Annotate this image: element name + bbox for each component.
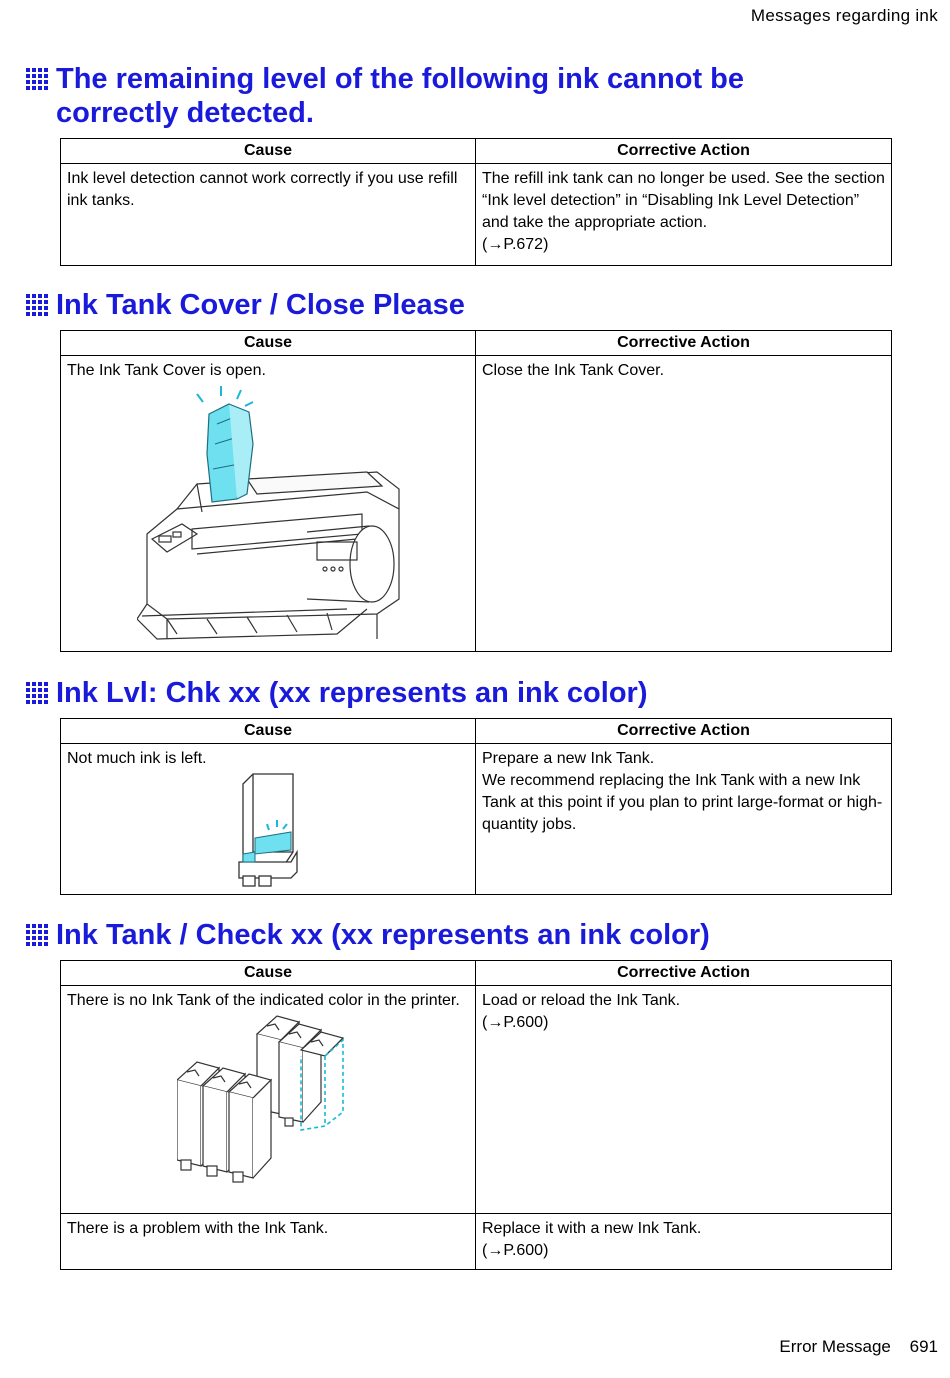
section-grid-icon (26, 924, 48, 946)
section-title-ink-tank-check: Ink Tank / Check xx (xx represents an ink color) (26, 918, 710, 952)
cause-cell: The Ink Tank Cover is open. (61, 356, 476, 652)
ink-tank-check-table (60, 960, 892, 1270)
action-line: Prepare a new Ink Tank. (482, 750, 655, 767)
table-row (61, 744, 892, 895)
ink-level-check-table (60, 718, 892, 895)
action-cell (476, 986, 892, 1214)
action-cell (476, 356, 892, 652)
cause-header: Cause (61, 139, 476, 164)
ink-tanks-missing-illustration (177, 1014, 367, 1184)
action-line: Load or reload the Ink Tank. (482, 992, 681, 1009)
printer-open-cover-illustration (137, 384, 407, 644)
action-line: The refill ink tank can no longer be used. See the section “Ink level detection” in “Disabling Ink Level Detection” and take the appropriate action. (482, 170, 885, 231)
table-row (61, 1214, 892, 1270)
action-header: Corrective Action (476, 139, 892, 164)
section-grid-icon (26, 68, 48, 90)
action-line: We recommend replacing the Ink Tank with a new Ink Tank at this point if you plan to print large-format or high-quantity jobs. (482, 772, 883, 833)
action-line: Close the Ink Tank Cover. (482, 362, 665, 379)
footer-chapter: Error Message (779, 1337, 891, 1356)
cause-cell: Ink level detection cannot work correctly if you use refill ink tanks. (61, 164, 476, 266)
action-cell (476, 1214, 892, 1270)
cause-cell: Not much ink is left. (61, 744, 476, 895)
action-header: Corrective Action (476, 961, 892, 986)
section-title-ink-tank-cover: Ink Tank Cover / Close Please (26, 288, 465, 322)
action-line: Replace it with a new Ink Tank. (482, 1220, 702, 1237)
page-reference-link[interactable]: (→P.600) (482, 1014, 549, 1031)
section-grid-icon (26, 682, 48, 704)
action-header: Corrective Action (476, 331, 892, 356)
ink-tank-low-illustration (233, 772, 303, 890)
cause-header: Cause (61, 719, 476, 744)
ink-tank-cover-table (60, 330, 892, 652)
action-cell (476, 164, 892, 266)
section-title-remaining-level: The remaining level of the following ink cannot be correctly detected. (26, 62, 826, 130)
table-row (61, 164, 892, 266)
table-row (61, 986, 892, 1214)
cause-cell: There is a problem with the Ink Tank. (61, 1214, 476, 1270)
page-reference-link[interactable]: (→P.672) (482, 236, 549, 253)
action-cell (476, 744, 892, 895)
cause-header: Cause (61, 961, 476, 986)
running-header: Messages regarding ink (750, 6, 938, 25)
cause-header: Cause (61, 331, 476, 356)
remaining-level-table (60, 138, 892, 266)
page-number: 691 (909, 1337, 938, 1356)
section-title-ink-level-check: Ink Lvl: Chk xx (xx represents an ink color) (26, 676, 647, 710)
section-grid-icon (26, 294, 48, 316)
table-row (61, 356, 892, 652)
page-footer (779, 1337, 938, 1357)
action-header: Corrective Action (476, 719, 892, 744)
cause-cell: There is no Ink Tank of the indicated color in the printer. (61, 986, 476, 1214)
page-reference-link[interactable]: (→P.600) (482, 1242, 549, 1259)
